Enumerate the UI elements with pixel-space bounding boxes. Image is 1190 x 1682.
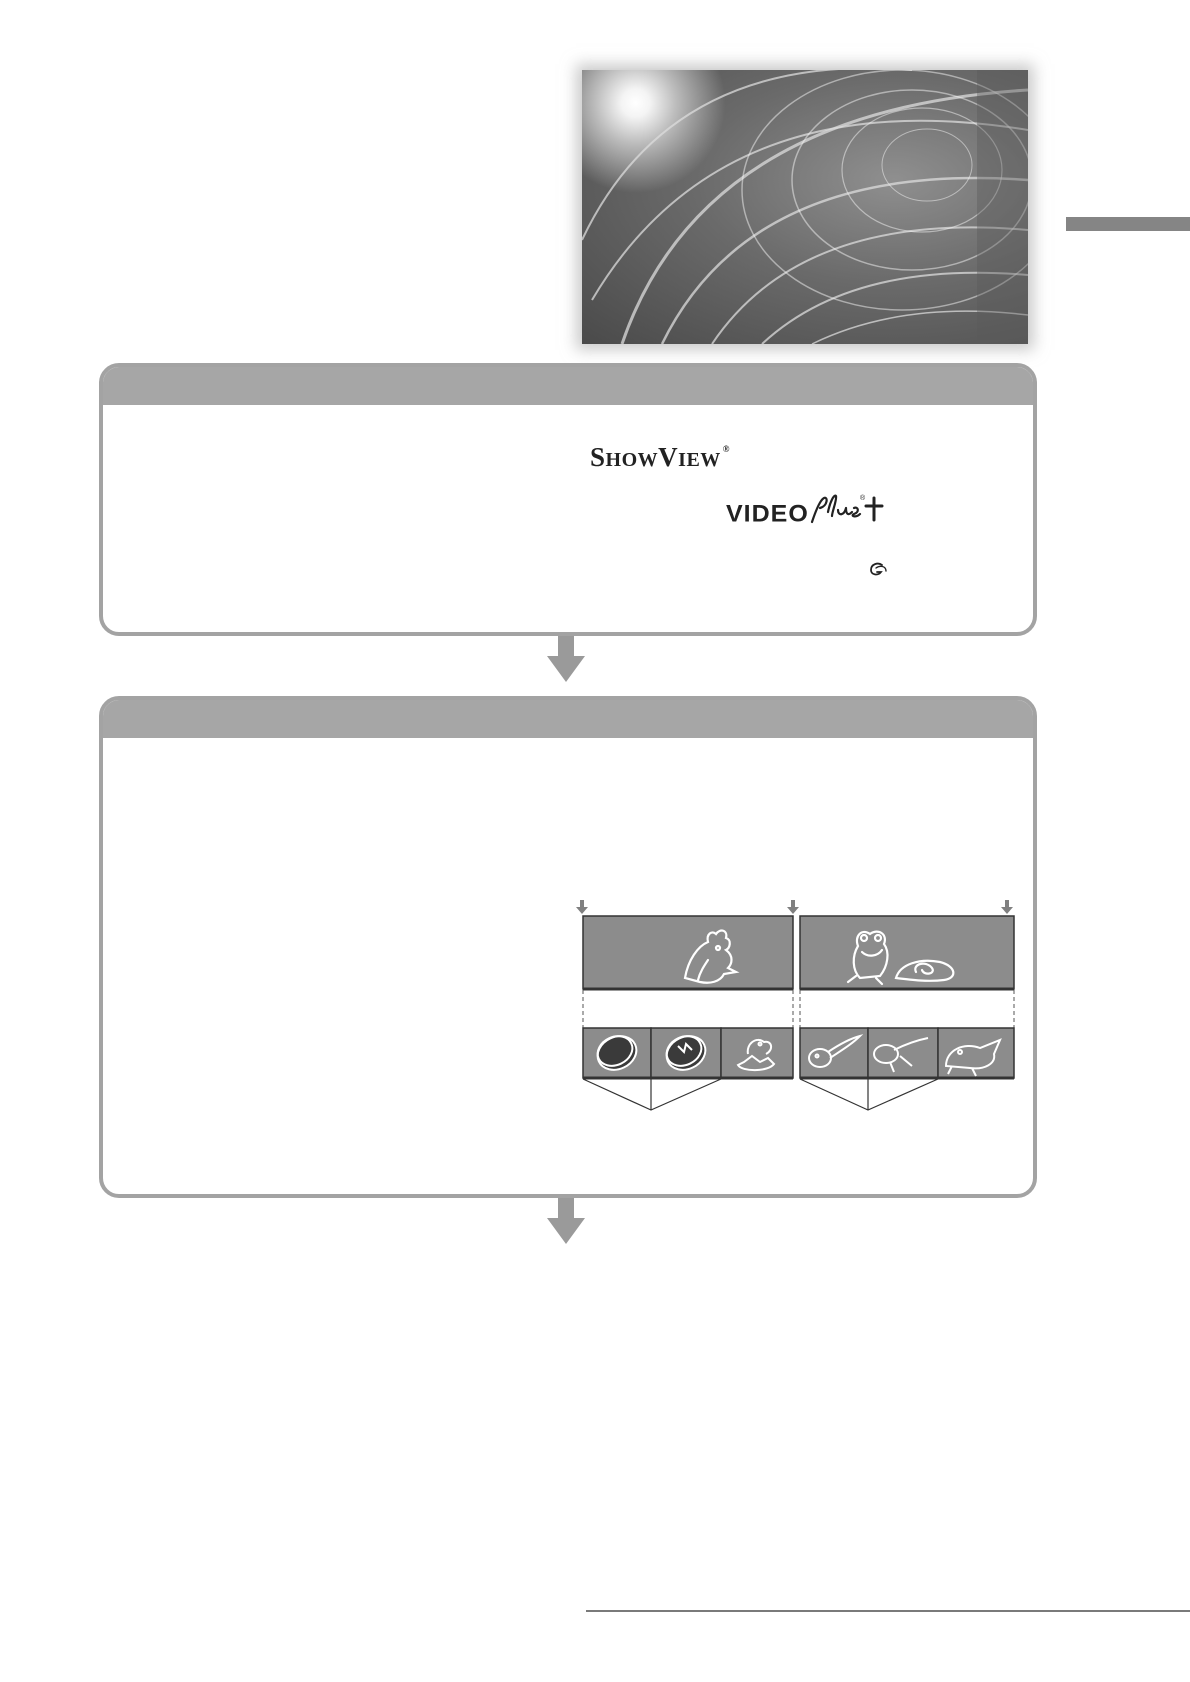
diagram-graphic — [560, 890, 1020, 1120]
chapter-tile — [868, 1028, 938, 1078]
g-code-logo — [868, 562, 890, 583]
chapter-brackets — [583, 1079, 938, 1110]
section-tab — [1066, 217, 1190, 231]
showview-logo — [590, 444, 730, 471]
panel-header-bar — [103, 367, 1033, 405]
showview-registered-mark: ® — [722, 444, 731, 454]
g-code-icon — [868, 562, 890, 578]
chapter-marker-arrow-icon — [1001, 900, 1013, 914]
down-arrow-icon — [547, 636, 585, 682]
title-chapter-diagram — [560, 890, 1020, 1120]
chapter-marker-arrows — [576, 900, 1013, 914]
showview-letter-v: V — [658, 442, 679, 472]
title-block-2 — [800, 916, 1014, 989]
videoplus-registered-mark: ® — [860, 495, 866, 502]
chapter-marker-arrow-icon — [576, 900, 588, 914]
showview-iew: IEW — [678, 449, 721, 471]
chapter-tiles-1 — [583, 1028, 793, 1078]
showview-letter-s: S — [590, 442, 606, 472]
hero-image — [582, 70, 1028, 344]
videoplus-word: VIDEO — [726, 500, 809, 528]
light-streaks — [582, 70, 1028, 344]
panel-header-bar — [103, 700, 1033, 738]
chapter-marker-arrow-icon — [787, 900, 799, 914]
showview-how: HOW — [605, 449, 659, 471]
chapter-tiles-2 — [800, 1028, 1014, 1078]
videoplus-logo — [726, 495, 866, 529]
videoplus-script-plus — [810, 492, 890, 528]
down-arrow-icon — [547, 1198, 585, 1244]
panel-recording — [99, 363, 1037, 636]
footer-divider — [586, 1610, 1190, 1612]
